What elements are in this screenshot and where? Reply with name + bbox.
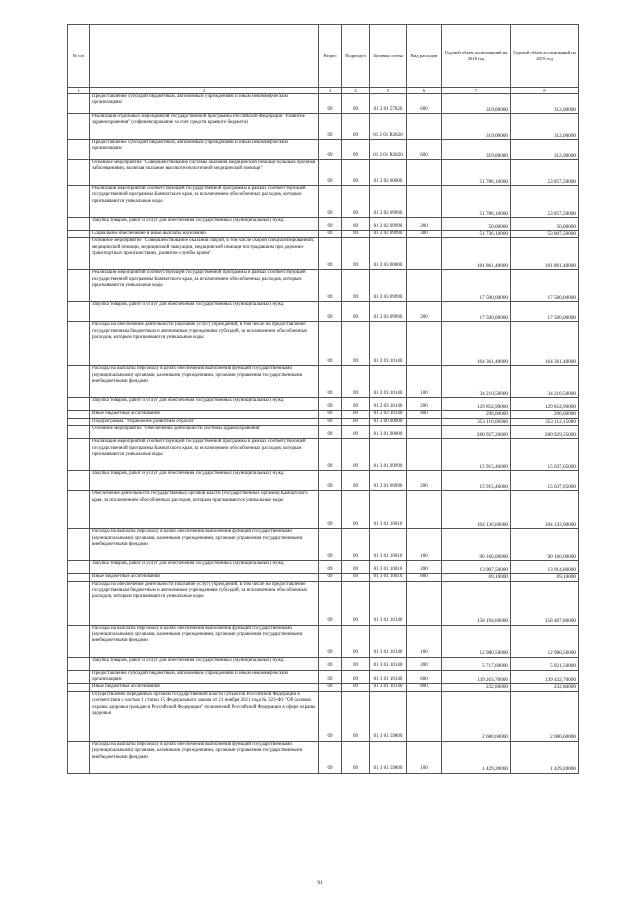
- column-index: 8: [511, 88, 579, 94]
- expense-name-cell: Закупка товаров, работ и услуг для обеспечения государственных (муниципальных) нужд: [90, 471, 319, 491]
- target-article-cell: 01 2 01 R3820: [370, 114, 407, 140]
- expense-type-cell: [407, 186, 442, 218]
- expense-name-cell: Иные бюджетные ассигнования: [90, 684, 319, 691]
- amount-2019-cell: 2 680,60000: [511, 691, 579, 741]
- row-number-cell: [68, 238, 90, 270]
- amount-2018-cell: 2 680,60000: [442, 691, 511, 741]
- expense-name-cell: Подпрограмма "Управление развитием отрасли": [90, 418, 319, 425]
- expense-name-cell: Закупка товаров, работ и услуг для обеспечения государственных (муниципальных) нужд: [90, 561, 319, 574]
- amount-2018-cell: 69,10000: [442, 574, 511, 581]
- amount-2018-cell: 15 915,46000: [442, 439, 511, 471]
- row-number-cell: [68, 114, 90, 140]
- expense-name-cell: Расходы на выплаты персоналу в целях обеспечения выполнения функций государственными (муниципальными) органами, казенными учреждениями, органами управления государственными внебюджетными фондами: [90, 625, 319, 657]
- row-number-cell: [68, 625, 90, 657]
- razdel-cell: 09: [319, 439, 342, 471]
- table-row: [68, 471, 579, 491]
- budget-table: [67, 24, 579, 774]
- column-index: 4: [342, 88, 370, 94]
- razdel-cell: 09: [319, 186, 342, 218]
- table-header-row: [68, 25, 579, 88]
- column-index: 2: [90, 88, 319, 94]
- expense-name-cell: Реализация мероприятий соответствующей государственной программы в рамках соответствующей государственной программы Камчатского края, за исключением обособленных расходов, которым присваиваются уникальные коды: [90, 270, 319, 302]
- amount-2018-cell: 319,00000: [442, 140, 511, 160]
- row-number-cell: [68, 160, 90, 186]
- amount-2018-cell: 129 854,90000: [442, 398, 511, 411]
- razdel-cell: 09: [319, 426, 342, 439]
- expense-name-cell: Предоставление субсидий бюджетным, автономным учреждениям и иным некоммерческим организациям: [90, 670, 319, 684]
- table-row: [68, 491, 579, 529]
- target-article-cell: 01 3 01 59800: [370, 691, 407, 741]
- target-article-cell: 01 2 02 09990: [370, 218, 407, 231]
- amount-2018-cell: 296,00000: [442, 411, 511, 418]
- table-row: [68, 140, 579, 160]
- expense-type-cell: 100: [407, 529, 442, 561]
- row-number-cell: [68, 418, 90, 425]
- target-article-cell: 01 2 03 10140: [370, 366, 407, 398]
- row-number-cell: [68, 426, 90, 439]
- target-article-cell: 01 3 01 10140: [370, 657, 407, 670]
- expense-type-cell: 100: [407, 741, 442, 773]
- target-article-cell: 01 3 01 10140: [370, 670, 407, 684]
- expense-type-cell: [407, 160, 442, 186]
- expense-type-cell: [407, 439, 442, 471]
- podrazdel-cell: 09: [342, 270, 370, 302]
- expense-type-cell: 600: [407, 94, 442, 114]
- amount-2019-cell: 17 500,00000: [511, 270, 579, 302]
- amount-2018-cell: 51 786,10000: [442, 160, 511, 186]
- target-article-cell: 01 3 01 09990: [370, 471, 407, 491]
- target-article-cell: 01 2 03 10140: [370, 398, 407, 411]
- expense-type-cell: [407, 426, 442, 439]
- column-index: 7: [442, 88, 511, 94]
- expense-name-cell: Предоставление субсидий бюджетным, автономным учреждениям и иным некоммерческим организациям: [90, 94, 319, 114]
- expense-type-cell: 100: [407, 366, 442, 398]
- target-article-cell: 01 2 03 10140: [370, 322, 407, 366]
- amount-2018-cell: 50,00000: [442, 218, 511, 231]
- expense-name-cell: Предоставление субсидий бюджетным, автономным учреждениям и иным некоммерческим организациям: [90, 140, 319, 160]
- expense-name-cell: Реализация отдельных мероприятий государственной программы Российской Федерации "Развитие здравоохранения" (софинансирование за счет средств краевого бюджета): [90, 114, 319, 140]
- amount-2019-cell: 50,00000: [511, 218, 579, 231]
- expense-name-cell: Расходы на выплаты персоналу в целях обеспечения выполнения функций государственными (муниципальными) органами, казенными учреждениями, органами управления государственными внебюджетными фондами: [90, 529, 319, 561]
- target-article-cell: 01 3 01 10010: [370, 561, 407, 574]
- target-article-cell: 01 3 01 10010: [370, 529, 407, 561]
- expense-name-cell: Расходы на обеспечение деятельности (оказание услуг) учреждений, в том числе на предоставление государственным бюджетным и автономным учреждениям субсидий, за исключением обособленных расходов, которым присваиваются уникальные коды: [90, 322, 319, 366]
- expense-type-cell: 200: [407, 561, 442, 574]
- expense-type-cell: 200: [407, 398, 442, 411]
- table-row: [68, 231, 579, 238]
- table-row: [68, 366, 579, 398]
- target-article-cell: 01 2 03 10140: [370, 411, 407, 418]
- expense-name-cell: Закупка товаров, работ и услуг для обеспечения государственных (муниципальных) нужд: [90, 302, 319, 322]
- razdel-cell: 09: [319, 574, 342, 581]
- podrazdel-cell: 09: [342, 411, 370, 418]
- row-number-cell: [68, 186, 90, 218]
- expense-type-cell: 200: [407, 657, 442, 670]
- row-number-cell: [68, 529, 90, 561]
- row-number-cell: [68, 270, 90, 302]
- amount-2019-cell: 13 914,80000: [511, 561, 579, 574]
- table-row: [68, 561, 579, 574]
- podrazdel-cell: 09: [342, 561, 370, 574]
- podrazdel-cell: 09: [342, 398, 370, 411]
- target-article-cell: 01 2 02 09990: [370, 186, 407, 218]
- amount-2018-cell: 319,00000: [442, 94, 511, 114]
- expense-type-cell: 100: [407, 625, 442, 657]
- amount-2018-cell: 1 429,20000: [442, 741, 511, 773]
- table-row: [68, 418, 579, 425]
- expense-type-cell: 600: [407, 670, 442, 684]
- amount-2018-cell: 90 160,00000: [442, 529, 511, 561]
- expense-type-cell: [407, 238, 442, 270]
- expense-name-cell: Осуществление переданных органам государственной власти субъектов Российской Федерации в соответствии с частью 1 статьи 15 Федерального закона от 21 ноября 2011 года № 323-ФЗ "Об основах охраны здоровья граждан в Российской Федерации" полномочий Российской Федерации в сфере охраны здоровья: [90, 691, 319, 741]
- table-row: [68, 218, 579, 231]
- amount-2018-cell: 17 500,00000: [442, 270, 511, 302]
- column-index: 1: [68, 88, 90, 94]
- amount-2019-cell: 53 857,50000: [511, 160, 579, 186]
- target-article-cell: 01 3 01 10140: [370, 581, 407, 625]
- podrazdel-cell: 09: [342, 426, 370, 439]
- amount-2018-cell: 181 861,40000: [442, 238, 511, 270]
- row-number-cell: [68, 366, 90, 398]
- expense-type-cell: 300: [407, 231, 442, 238]
- podrazdel-cell: 09: [342, 741, 370, 773]
- razdel-cell: 09: [319, 741, 342, 773]
- razdel-cell: 09: [319, 581, 342, 625]
- podrazdel-cell: 09: [342, 625, 370, 657]
- amount-2019-cell: 129 854,90000: [511, 398, 579, 411]
- row-number-cell: [68, 691, 90, 741]
- razdel-cell: 09: [319, 238, 342, 270]
- amount-2019-cell: 17 500,00000: [511, 302, 579, 322]
- razdel-cell: 09: [319, 270, 342, 302]
- amount-2019-cell: 1 429,20000: [511, 741, 579, 773]
- expense-type-cell: 600: [407, 140, 442, 160]
- table-row: [68, 398, 579, 411]
- row-number-cell: [68, 574, 90, 581]
- razdel-cell: 09: [319, 302, 342, 322]
- amount-2019-cell: 12 980,50000: [511, 625, 579, 657]
- target-article-cell: 01 3 01 10010: [370, 574, 407, 581]
- podrazdel-cell: 09: [342, 418, 370, 425]
- amount-2019-cell: 232,80000: [511, 684, 579, 691]
- podrazdel-cell: 09: [342, 114, 370, 140]
- table-row: [68, 439, 579, 471]
- podrazdel-cell: 09: [342, 491, 370, 529]
- amount-2018-cell: 17 500,00000: [442, 302, 511, 322]
- expense-name-cell: Реализация мероприятий соответствующей государственной программы в рамках соответствующей государственной программы Камчатского края, за исключением обособленных расходов, которым присваиваются уникальные коды: [90, 439, 319, 471]
- row-number-cell: [68, 684, 90, 691]
- header-podrazdel: Подраздел: [342, 25, 370, 88]
- column-index: 3: [319, 88, 342, 94]
- podrazdel-cell: 09: [342, 322, 370, 366]
- row-number-cell: [68, 741, 90, 773]
- table-row: [68, 186, 579, 218]
- amount-2019-cell: 181 861,40000: [511, 238, 579, 270]
- amount-2019-cell: 312,00000: [511, 114, 579, 140]
- amount-2018-cell: 34 210,50000: [442, 366, 511, 398]
- header-name: [90, 25, 319, 88]
- target-article-cell: 01 2 01 R3820: [370, 140, 407, 160]
- amount-2018-cell: 13 907,50000: [442, 561, 511, 574]
- header-num: № п/п: [68, 25, 90, 88]
- table-row: [68, 684, 579, 691]
- table-row: [68, 322, 579, 366]
- podrazdel-cell: 09: [342, 302, 370, 322]
- razdel-cell: 09: [319, 114, 342, 140]
- amount-2019-cell: 296,00000: [511, 411, 579, 418]
- target-article-cell: 01 3 01 00000: [370, 426, 407, 439]
- amount-2018-cell: 104 136,60000: [442, 491, 511, 529]
- amount-2019-cell: 69,10000: [511, 574, 579, 581]
- podrazdel-cell: 09: [342, 231, 370, 238]
- table-row: [68, 691, 579, 741]
- row-number-cell: [68, 94, 90, 114]
- expense-type-cell: 200: [407, 302, 442, 322]
- amount-2019-cell: 15 637,05000: [511, 471, 579, 491]
- expense-type-cell: [407, 418, 442, 425]
- amount-2019-cell: 90 160,00000: [511, 529, 579, 561]
- amount-2019-cell: 53 857,50000: [511, 186, 579, 218]
- expense-name-cell: Расходы на выплаты персоналу в целях обеспечения выполнения функций государственными (муниципальными) органами, казенными учреждениями, органами управления государственными внебюджетными фондами: [90, 741, 319, 773]
- amount-2018-cell: 280 927,26000: [442, 426, 511, 439]
- razdel-cell: 09: [319, 366, 342, 398]
- row-number-cell: [68, 218, 90, 231]
- target-article-cell: 01 2 03 09990: [370, 302, 407, 322]
- razdel-cell: 09: [319, 94, 342, 114]
- header-expense-type: Вид расходов: [407, 25, 442, 88]
- budget-sheet: [67, 24, 578, 774]
- expense-name-cell: Иные бюджетные ассигнования: [90, 574, 319, 581]
- target-article-cell: 01 3 01 09990: [370, 439, 407, 471]
- table-row: [68, 270, 579, 302]
- razdel-cell: 09: [319, 322, 342, 366]
- podrazdel-cell: 09: [342, 140, 370, 160]
- amount-2019-cell: 158 467,80000: [511, 581, 579, 625]
- amount-2018-cell: 15 915,46000: [442, 471, 511, 491]
- row-number-cell: [68, 398, 90, 411]
- target-article-cell: 01 2 02 00000: [370, 160, 407, 186]
- amount-2018-cell: 5 717,60000: [442, 657, 511, 670]
- podrazdel-cell: 09: [342, 366, 370, 398]
- table-row: [68, 670, 579, 684]
- row-number-cell: [68, 491, 90, 529]
- amount-2018-cell: 353 110,06000: [442, 418, 511, 425]
- amount-2019-cell: 280 929,35000: [511, 426, 579, 439]
- table-row: [68, 411, 579, 418]
- amount-2018-cell: 158 194,60000: [442, 581, 511, 625]
- header-razdel: Раздел: [319, 25, 342, 88]
- amount-2018-cell: 232,80000: [442, 684, 511, 691]
- podrazdel-cell: 09: [342, 186, 370, 218]
- amount-2018-cell: 12 980,50000: [442, 625, 511, 657]
- expense-name-cell: Закупка товаров, работ и услуг для обеспечения государственных (муниципальных) нужд: [90, 218, 319, 231]
- podrazdel-cell: 09: [342, 439, 370, 471]
- target-article-cell: 01 2 03 09990: [370, 270, 407, 302]
- amount-2018-cell: 164 361,40000: [442, 322, 511, 366]
- table-row: [68, 426, 579, 439]
- table-row: [68, 581, 579, 625]
- expense-type-cell: [407, 581, 442, 625]
- podrazdel-cell: 09: [342, 670, 370, 684]
- target-article-cell: 01 3 01 10010: [370, 491, 407, 529]
- row-number-cell: [68, 471, 90, 491]
- expense-type-cell: 800: [407, 574, 442, 581]
- expense-name-cell: Основное мероприятие "Обеспечение деятельности системы здравоохранения": [90, 426, 319, 439]
- expense-name-cell: Расходы на обеспечение деятельности (оказание услуг) учреждений, в том числе на предоставление государственным бюджетным и автономным учреждениям субсидий, за исключением обособленных расходов, которым присваиваются уникальные коды: [90, 581, 319, 625]
- razdel-cell: 09: [319, 471, 342, 491]
- row-number-cell: [68, 322, 90, 366]
- podrazdel-cell: 09: [342, 684, 370, 691]
- razdel-cell: 09: [319, 670, 342, 684]
- target-article-cell: 01 2 02 09990: [370, 231, 407, 238]
- table-row: [68, 574, 579, 581]
- podrazdel-cell: 09: [342, 471, 370, 491]
- podrazdel-cell: 09: [342, 238, 370, 270]
- razdel-cell: 09: [319, 491, 342, 529]
- expense-type-cell: [407, 491, 442, 529]
- podrazdel-cell: 09: [342, 574, 370, 581]
- table-row: [68, 529, 579, 561]
- expense-name-cell: Расходы на выплаты персоналу в целях обеспечения выполнения функций государственными (муниципальными) органами, казенными учреждениями, органами управления государственными внебюджетными фондами: [90, 366, 319, 398]
- expense-type-cell: 800: [407, 684, 442, 691]
- amount-2018-cell: 51 786,10000: [442, 186, 511, 218]
- target-article-cell: 01 2 01 57820: [370, 94, 407, 114]
- table-row: [68, 114, 579, 140]
- row-number-cell: [68, 140, 90, 160]
- expense-type-cell: 800: [407, 411, 442, 418]
- row-number-cell: [68, 439, 90, 471]
- razdel-cell: 09: [319, 529, 342, 561]
- podrazdel-cell: 09: [342, 94, 370, 114]
- table-row: [68, 657, 579, 670]
- podrazdel-cell: 09: [342, 691, 370, 741]
- razdel-cell: 09: [319, 411, 342, 418]
- header-2018: Годовой объем ассигнований на 2018 год: [442, 25, 511, 88]
- amount-2019-cell: 353 112,15000: [511, 418, 579, 425]
- table-row: [68, 741, 579, 773]
- expense-name-cell: Социальное обеспечение и иные выплаты населению: [90, 231, 319, 238]
- table-row: [68, 625, 579, 657]
- razdel-cell: 09: [319, 160, 342, 186]
- razdel-cell: 09: [319, 398, 342, 411]
- razdel-cell: 09: [319, 684, 342, 691]
- razdel-cell: 09: [319, 691, 342, 741]
- razdel-cell: 09: [319, 657, 342, 670]
- amount-2018-cell: 139 263,70000: [442, 670, 511, 684]
- amount-2018-cell: 319,00000: [442, 114, 511, 140]
- expense-type-cell: 200: [407, 471, 442, 491]
- expense-name-cell: Иные бюджетные ассигнования: [90, 411, 319, 418]
- row-number-cell: [68, 581, 90, 625]
- amount-2019-cell: 34 210,50000: [511, 366, 579, 398]
- row-number-cell: [68, 657, 90, 670]
- amount-2019-cell: 104 143,90000: [511, 491, 579, 529]
- table-row: [68, 238, 579, 270]
- header-target-article: Целевая статья: [370, 25, 407, 88]
- razdel-cell: 09: [319, 561, 342, 574]
- amount-2019-cell: 139 432,70000: [511, 670, 579, 684]
- podrazdel-cell: 09: [342, 218, 370, 231]
- expense-type-cell: [407, 270, 442, 302]
- amount-2019-cell: 164 361,40000: [511, 322, 579, 366]
- razdel-cell: 09: [319, 140, 342, 160]
- podrazdel-cell: 09: [342, 160, 370, 186]
- header-2019: Годовой объем ассигнований на 2019 год: [511, 25, 579, 88]
- target-article-cell: 01 3 01 10140: [370, 625, 407, 657]
- amount-2018-cell: 51 736,10000: [442, 231, 511, 238]
- expense-name-cell: Обеспечение деятельности государственных органов власти (государственных органов) Камчатского края, за исключением обособленных расходов, которым присваиваются уникальные коды: [90, 491, 319, 529]
- row-number-cell: [68, 411, 90, 418]
- amount-2019-cell: 53 807,50000: [511, 231, 579, 238]
- amount-2019-cell: 15 637,05000: [511, 439, 579, 471]
- razdel-cell: 09: [319, 231, 342, 238]
- razdel-cell: 09: [319, 218, 342, 231]
- column-index: 6: [407, 88, 442, 94]
- razdel-cell: 09: [319, 625, 342, 657]
- razdel-cell: 09: [319, 418, 342, 425]
- amount-2019-cell: 312,00000: [511, 94, 579, 114]
- target-article-cell: 01 3 01 59800: [370, 741, 407, 773]
- row-number-cell: [68, 670, 90, 684]
- expense-type-cell: 200: [407, 218, 442, 231]
- amount-2019-cell: 312,00000: [511, 140, 579, 160]
- target-article-cell: 01 3 00 00000: [370, 418, 407, 425]
- target-article-cell: 01 3 01 10140: [370, 684, 407, 691]
- table-row: [68, 94, 579, 114]
- column-index: 5: [370, 88, 407, 94]
- podrazdel-cell: 09: [342, 581, 370, 625]
- table-row: [68, 160, 579, 186]
- expense-type-cell: [407, 114, 442, 140]
- expense-type-cell: [407, 322, 442, 366]
- expense-name-cell: Реализация мероприятий соответствующей государственной программы в рамках соответствующей государственной программы Камчатского края, за исключением обособленных расходов, которым присваиваются уникальные коды: [90, 186, 319, 218]
- podrazdel-cell: 09: [342, 529, 370, 561]
- expense-name-cell: Закупка товаров, работ и услуг для обеспечения государственных (муниципальных) нужд: [90, 657, 319, 670]
- expense-name-cell: Основное мероприятие "Совершенствование системы оказания медицинской помощи больным прочими заболеваниями, включая оказание высокотехнологичной медицинской помощи": [90, 160, 319, 186]
- page-number: 91: [317, 880, 323, 886]
- table-row: [68, 302, 579, 322]
- target-article-cell: 01 2 03 00000: [370, 238, 407, 270]
- row-number-cell: [68, 302, 90, 322]
- row-number-cell: [68, 231, 90, 238]
- expense-name-cell: Закупка товаров, работ и услуг для обеспечения государственных (муниципальных) нужд: [90, 398, 319, 411]
- expense-type-cell: [407, 691, 442, 741]
- row-number-cell: [68, 561, 90, 574]
- expense-name-cell: Основное мероприятие "Совершенствование оказания скорой, в том числе скорой специализированной, медицинской помощи, медицинской эвакуации, медицинской помощи пострадавшим при дорожно-транспортных происшествиях, развитие службы крови": [90, 238, 319, 270]
- podrazdel-cell: 09: [342, 657, 370, 670]
- amount-2019-cell: 5 821,50000: [511, 657, 579, 670]
